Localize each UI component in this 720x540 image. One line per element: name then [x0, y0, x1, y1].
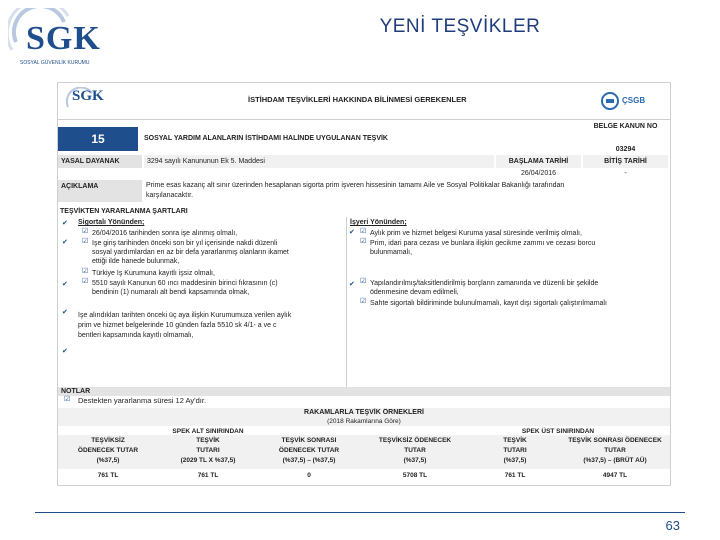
column-value: 761 TL: [197, 472, 219, 479]
incentive-number-badge: 15: [58, 127, 138, 151]
column-header-line-2: TUTAR: [604, 447, 626, 454]
spek-alt-label: SPEK ALT SINIRINDAN: [172, 428, 244, 435]
column-header-line-3: (%37,5): [96, 457, 120, 464]
bitis-tarihi-label: BİTİŞ TARİHİ: [583, 155, 668, 168]
yasal-dayanak-value: 3294 sayılı Kanununun Ek 5. Maddesi: [144, 155, 494, 168]
bullet-check-icon: ☑: [360, 298, 367, 305]
bullet-check-icon: ☑: [360, 228, 367, 235]
sigortali-item: ettiği ilde hanede bulunmak,: [92, 258, 180, 265]
column-header-line-1: TEŞVİK SONRASI ÖDENECEK: [568, 437, 662, 444]
isyeri-item: Aylık prim ve hizmet belgesi Kuruma yasal süresinde verilmiş olmalı,: [370, 230, 582, 237]
isyeri-item: Sahte sigortalı bildiriminde bulunulmamalı, kayıt dışı sigortalı çalıştırılmamalı: [370, 300, 607, 307]
page-number: 63: [665, 518, 680, 533]
yasal-dayanak-label: YASAL DAYANAK: [58, 155, 142, 168]
bullet-check-icon: ☑: [82, 228, 89, 235]
yararlanma-sartlari-label: TEŞVİKTEN YARARLANMA ŞARTLARI: [60, 208, 188, 215]
column-divider: [346, 217, 347, 387]
check-icon: ✔: [62, 220, 68, 227]
column-header-line-1: TEŞVİKSİZ: [91, 437, 125, 444]
column-value: 5708 TL: [402, 472, 428, 479]
check-icon: ✔: [62, 239, 68, 246]
sigortali-item: 5510 sayılı Kanunun 60 ıncı maddesinin birinci fıkrasının (c): [92, 280, 278, 287]
isyeri-item: Yapılandırılmış/taksitlendirilmiş borçların zamanında ve düzenli bir şekilde: [370, 280, 599, 287]
column-value: 761 TL: [97, 472, 119, 479]
sigortali-item: İşe giriş tarihinden önceki son bir yıl içerisinde nakdi düzenli: [92, 240, 278, 247]
sigortali-item: İşe alındıkları tarihten önceki üç aya ilişkin Kurumumuza verilen aylık: [78, 312, 292, 319]
document-header-title: İSTİHDAM TEŞVİKLERİ HAKKINDA BİLİNMESİ GEREKENLER: [248, 95, 467, 104]
ornek-title: RAKAMLARLA TEŞVİK ÖRNEKLERİ: [58, 408, 670, 417]
divider: [58, 119, 670, 120]
column-header-line-2: TUTARI: [196, 447, 220, 454]
column-header-line-1: TEŞVİK SONRASI: [281, 437, 337, 444]
belge-kanun-value: 03294: [615, 146, 636, 153]
bullet-check-icon: ☑: [360, 238, 367, 245]
column-value: 761 TL: [504, 472, 526, 479]
bitis-tarihi-value: -: [624, 170, 627, 177]
check-icon: ✔: [62, 348, 68, 355]
isyeri-item: Prim, idari para cezası ve bunlara ilişkin gecikme zammı ve cezası borcu: [370, 240, 596, 247]
incentive-title: SOSYAL YARDIM ALANLARIN İSTİHDAMI HALİNDE UYGULANAN TEŞVİK: [144, 135, 388, 142]
column-header-line-3: (%37,5) – (BRÜT AÜ): [583, 457, 647, 464]
ornek-subtitle: (2018 Rakamlarına Göre): [58, 417, 670, 426]
sigortali-item: Türkiye İş Kurumuna kayıtlı işsiz olmalı,: [92, 270, 215, 277]
sgk-logo: [8, 8, 128, 64]
column-value: 0: [307, 472, 311, 479]
sigortali-item: sosyal yardımlardan en az bir defa yararlanmış olanların ikamet: [92, 249, 289, 256]
footer-line: [35, 512, 685, 513]
csgb-logo: [598, 89, 664, 115]
notlar-item: Destekten yararlanma süresi 12 Ay'dır.: [78, 396, 207, 405]
slide-title: YENİ TEŞVİKLER: [379, 16, 541, 37]
isyeri-yonunden-header: İşyeri Yönünden;: [350, 219, 407, 226]
check-icon: ✔: [62, 309, 68, 316]
card-sgk-logo: [62, 87, 122, 115]
sigortali-item: 26/04/2016 tarihinden sonra işe alınmış olmalı,: [92, 230, 238, 237]
incentive-document: [57, 82, 671, 486]
check-icon: ✔: [62, 281, 68, 288]
column-header-line-3: (%37,5) – (%37,5): [282, 457, 336, 464]
notlar-label: NOTLAR: [58, 387, 670, 396]
sigortali-item: bentleri kapsamında kayıtlı olmamalı,: [78, 332, 194, 339]
column-header-line-1: TEŞVİKSİZ ÖDENECEK: [378, 437, 452, 444]
check-icon: ✔: [349, 281, 355, 288]
slide-header: [0, 0, 720, 66]
belge-kanun-label: BELGE KANUN NO: [593, 123, 658, 130]
sgk-logo-subtitle: SOSYAL GÜVENLİK KURUMU: [20, 60, 90, 66]
isyeri-item: bulunmamalı,: [370, 249, 413, 256]
column-header-line-3: (%37,5): [403, 457, 427, 464]
aciklama-label: AÇIKLAMA: [58, 180, 142, 202]
sigortali-item: bendinin (1) numaralı alt bendi kapsamında olmak,: [92, 289, 250, 296]
column-header-line-2: TUTAR: [404, 447, 426, 454]
bullet-check-icon: ☑: [82, 268, 89, 275]
column-header-line-3: (%37,5): [503, 457, 527, 464]
column-header-line-1: TEŞVİK: [196, 437, 220, 444]
baslama-tarihi-label: BAŞLAMA TARİHİ: [496, 155, 581, 168]
bullet-check-icon: ☑: [360, 278, 367, 285]
bullet-check-icon: ☑: [82, 238, 89, 245]
column-header-line-2: ÖDENECEK TUTAR: [77, 447, 139, 454]
sigortali-yonunden-header: Sigortalı Yönünden;: [78, 219, 145, 226]
aciklama-text-line-1: Prime esas kazanç alt sınır üzerinden hesaplanan sigorta prim işveren hissesinin tamamı Aile ve Sosyal Politikalar Bakanlığı tarafından: [146, 182, 565, 189]
card-sgk-logo-text: SGK: [72, 88, 104, 104]
column-header-line-3: (2029 TL X %37,5): [180, 457, 236, 464]
isyeri-item: ödenmesine devam edilmeli,: [370, 289, 459, 296]
baslama-tarihi-value: 26/04/2016: [520, 170, 557, 177]
column-header-line-2: TUTARI: [503, 447, 527, 454]
sgk-logo-text: SGK: [26, 20, 101, 57]
column-header-line-1: TEŞVİK: [503, 437, 527, 444]
csgb-logo-text: ÇSGB: [622, 96, 646, 105]
aciklama-text-line-2: karşılanacaktır.: [146, 192, 194, 199]
check-icon: ✔: [349, 229, 355, 236]
column-header-line-2: ÖDENECEK TUTAR: [278, 447, 340, 454]
bullet-check-icon: ☑: [64, 396, 71, 403]
bullet-check-icon: ☑: [82, 278, 89, 285]
spek-ust-label: SPEK ÜST SINIRINDAN: [521, 428, 595, 435]
sigortali-item: prim ve hizmet belgelerinde 10 günden fazla 5510 sk 4/1- a ve c: [78, 322, 277, 329]
column-value: 4947 TL: [602, 472, 628, 479]
